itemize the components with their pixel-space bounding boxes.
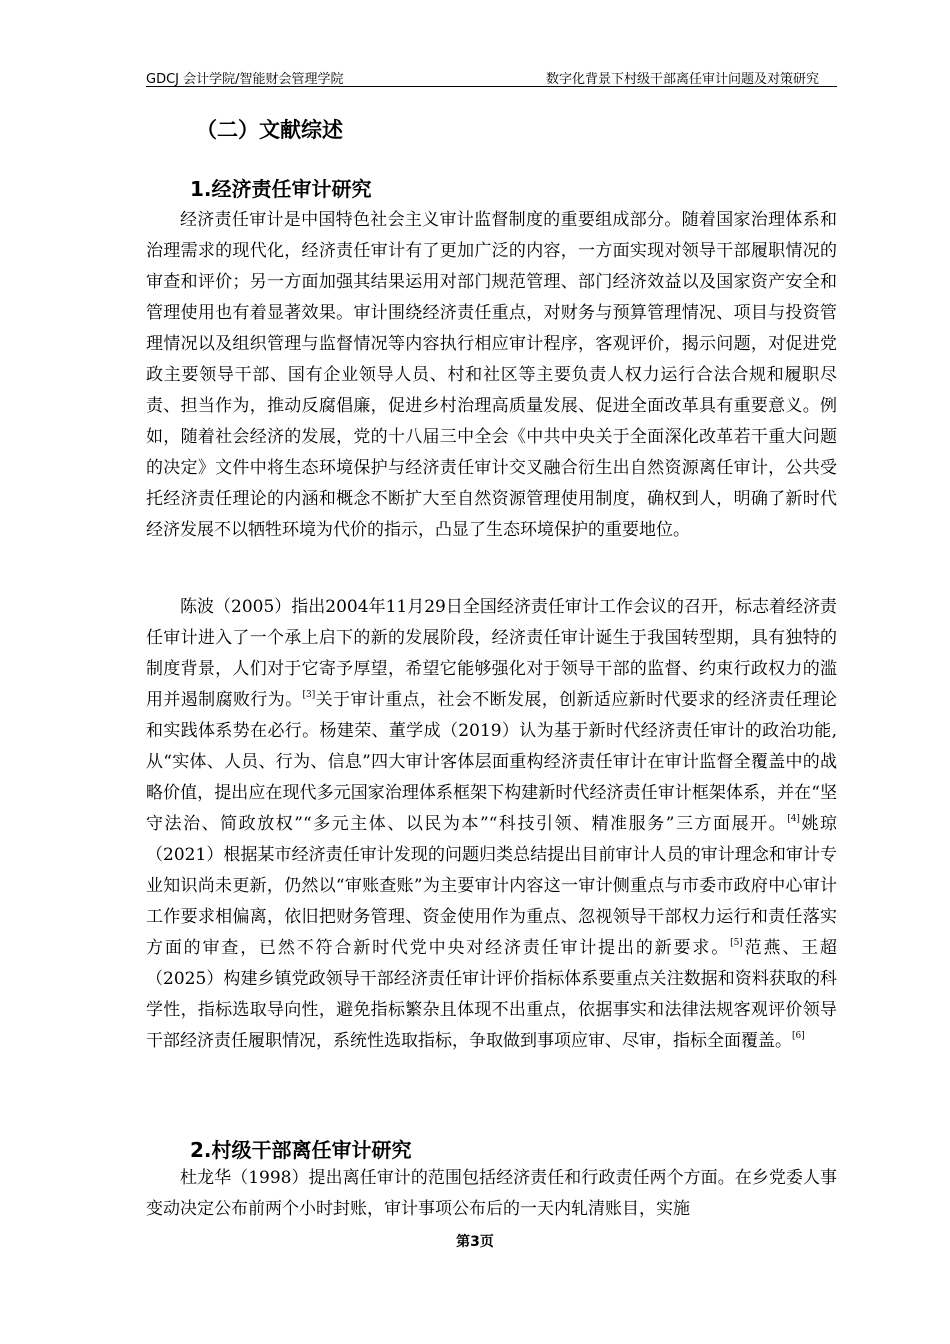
header-right: 数字化背景下村级干部离任审计问题及对策研究 — [545, 72, 819, 87]
page-header — [146, 64, 837, 87]
paragraph-2: 陈波（2005）指出2004年11月29日全国经济责任审计工作会议的召开，标志着经济责任审计进入了一个承上启下的新的发展阶段，经济责任审计诞生于我国转型期，具有独特的制度背景，人们对于它寄予厚望，希望它能够强化对于领导干部的监督、约束行政权力的滥用并遏制腐败行为。[3]关于审计重点，社会不断发展，创新适应新时代要求的经济责任理论和实践体系势在必行。杨建荣、董学成（2019）认为基于新时代经济责任审计的政治功能,从“实体、人员、行为、信息”四大审计客体层面重构经济责任审计在审计监督全覆盖中的战略价值，提出应在现代多元国家治理体系框架下构建新时代经济责任审计框架体系，并在“坚守法治、简政放权”“多元主体、以民为本”“科技引领、精准服务”三方面展开。[4]姚琼（2021）根据某市经济责任审计发现的问题归类总结提出目前审计人员的审计理念和审计专业知识尚未更新，仍然以“审账查账”为主要审计内容这一审计侧重点与市委市政府中心审计工作要求相偏离，依旧把财务管理、资金使用作为重点、忽视领导干部权力运行和责任落实方面的审查，已然不符合新时代党中央对经济责任审计提出的新要求。[5]范燕、王超（2025）构建乡镇党政领导干部经济责任审计评价指标体系要重点关注数据和资料获取的科学性，指标选取导向性，避免指标繁杂且体现不出重点，依据事实和法律法规客观评价领导干部经济责任履职情况，系统性选取指标，争取做到事项应审、尽审，指标全面覆盖。[6] — [146, 597, 838, 1051]
section-title: （二）文献综述 — [196, 118, 343, 142]
subsection-title-1: 1.经济责任审计研究 — [190, 177, 372, 201]
header-left: GDCJ 会计学院/智能财会管理学院 — [146, 72, 344, 87]
citation-4: [4] — [787, 814, 800, 824]
citation-3: [3] — [302, 690, 316, 700]
citation-5: [5] — [730, 938, 743, 948]
paragraph-3: 杜龙华（1998）提出离任审计的范围包括经济责任和行政责任两个方面。在乡党委人事变动决定公布前两个小时封账，审计事项公布后的一天内轧清账目，实施 — [146, 1168, 837, 1219]
page-number: 第3页 — [456, 1234, 494, 1250]
paragraph-1: 经济责任审计是中国特色社会主义审计监督制度的重要组成部分。随着国家治理体系和治理需求的现代化，经济责任审计有了更加广泛的内容，一方面实现对领导干部履职情况的审查和评价；另一方面加强其结果运用对部门规范管理、部门经济效益以及国家资产安全和管理使用也有着显著效果。审计围绕经济责任重点，对财务与预算管理情况、项目与投资管理情况以及组织管理与监督情况等内容执行相应审计程序，客观评价，揭示问题，对促进党政主要领导干部、国有企业领导人员、村和社区等主要负责人权力运行合法合规和履职尽责、担当作为，推动反腐倡廉，促进乡村治理高质量发展、促进全面改革具有重要意义。例如，随着社会经济的发展，党的十八届三中全会《中共中央关于全面深化改革若干重大问题的决定》文件中将生态环境保护与经济责任审计交叉融合衍生出自然资源离任审计，公共受托经济责任理论的内涵和概念不断扩大至自然资源管理使用制度，确权到人，明确了新时代经济发展不以牺牲环境为代价的指示，凸显了生态环境保护的重要地位。 — [146, 210, 837, 540]
subsection-title-2: 2.村级干部离任审计研究 — [190, 1138, 412, 1162]
citation-6: [6] — [792, 1031, 805, 1041]
